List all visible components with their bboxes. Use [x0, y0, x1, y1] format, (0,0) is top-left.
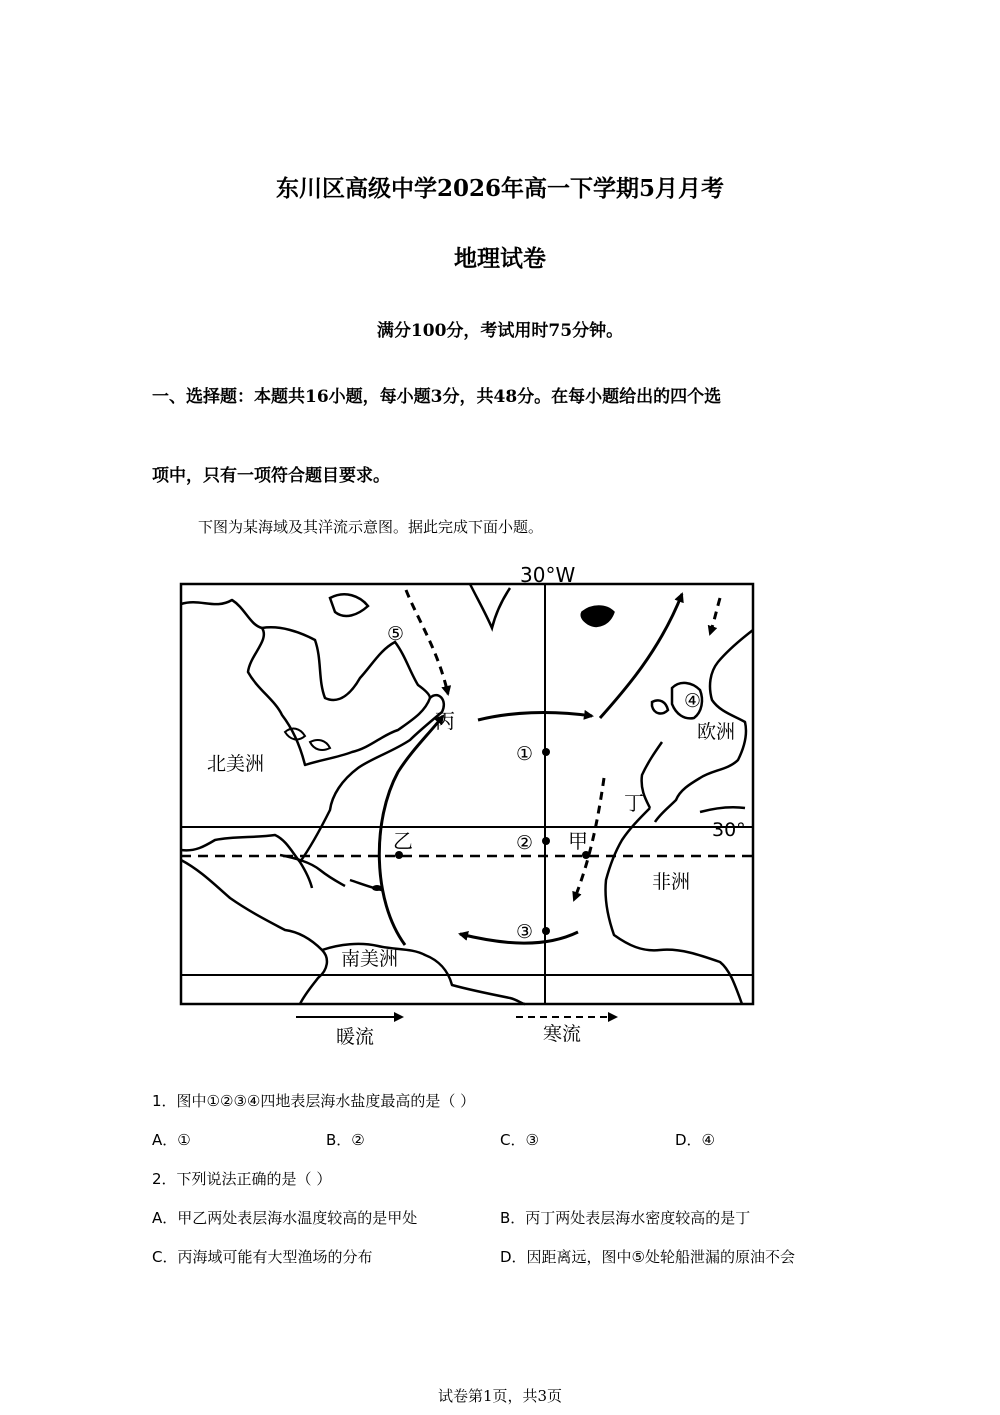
q1-option-a[interactable]: A．①: [152, 1131, 191, 1149]
label-ding: 丁: [624, 791, 644, 815]
section-heading-line1: 一、选择题：本题共16小题，每小题3分，共48分。在每小题给出的四个选: [152, 387, 722, 407]
arctic-island: [330, 594, 368, 616]
question-1-stem: 1．图中①②③④四地表层海水盐度最高的是（ ）: [152, 1092, 476, 1110]
legend-warm-label: 暖流: [336, 1026, 375, 1048]
florida-cuba: [280, 855, 382, 890]
q2-option-d[interactable]: D．因距离远，图中⑤处轮船泄漏的原油不会: [500, 1248, 795, 1266]
label-jia: 甲: [568, 829, 588, 853]
parallel-label: 30°: [712, 819, 746, 841]
q2-option-b[interactable]: B．丙丁两处表层海水密度较高的是丁: [500, 1209, 751, 1227]
page-footer: 试卷第1页，共3页: [437, 1387, 563, 1405]
label-point-3: ③: [516, 921, 534, 943]
label-point-5: ⑤: [387, 623, 405, 645]
labrador-coast: [262, 627, 430, 700]
subject-title: 地理试卷: [454, 245, 546, 272]
point-3-dot: [542, 927, 550, 935]
label-point-4: ④: [684, 690, 702, 712]
iceland: [581, 606, 614, 626]
question-intro: 下图为某海域及其洋流示意图。据此完成下面小题。: [198, 518, 544, 536]
q2-option-a[interactable]: A．甲乙两处表层海水温度较高的是甲处: [152, 1209, 418, 1227]
q1-option-c[interactable]: C．③: [500, 1131, 539, 1149]
cold-current-labrador: [406, 590, 448, 694]
label-south-america: 南美洲: [341, 948, 399, 970]
greenland-coast: [470, 584, 510, 628]
ocean-current-map: [0, 550, 1000, 1060]
label-point-2: ②: [516, 832, 534, 854]
label-europe: 欧洲: [697, 721, 736, 743]
label-africa: 非洲: [652, 871, 691, 893]
label-north-america: 北美洲: [207, 753, 265, 775]
q2-option-c[interactable]: C．丙海域可能有大型渔场的分布: [152, 1248, 373, 1266]
exam-title: 东川区高级中学2026年高一下学期5月月考: [275, 175, 725, 202]
meridian-label: 30°W: [520, 563, 576, 587]
q1-option-b[interactable]: B．②: [326, 1131, 365, 1149]
legend-cold-label: 寒流: [543, 1023, 582, 1045]
point-2-dot: [542, 837, 550, 845]
point-1-dot: [542, 748, 550, 756]
q1-option-d[interactable]: D．④: [675, 1131, 715, 1149]
section-heading-line2: 项中，只有一项符合题目要求。: [152, 466, 390, 486]
warm-current-north-atlantic: [478, 713, 592, 720]
label-bing: 丙: [435, 709, 455, 733]
map-frame: [181, 584, 753, 1004]
cold-current-greenland: [710, 598, 720, 634]
score-info: 满分100分，考试用时75分钟。: [376, 321, 624, 341]
question-2-stem: 2．下列说法正确的是（ ）: [152, 1170, 332, 1188]
label-point-1: ①: [516, 743, 534, 765]
label-yi: 乙: [393, 829, 413, 853]
